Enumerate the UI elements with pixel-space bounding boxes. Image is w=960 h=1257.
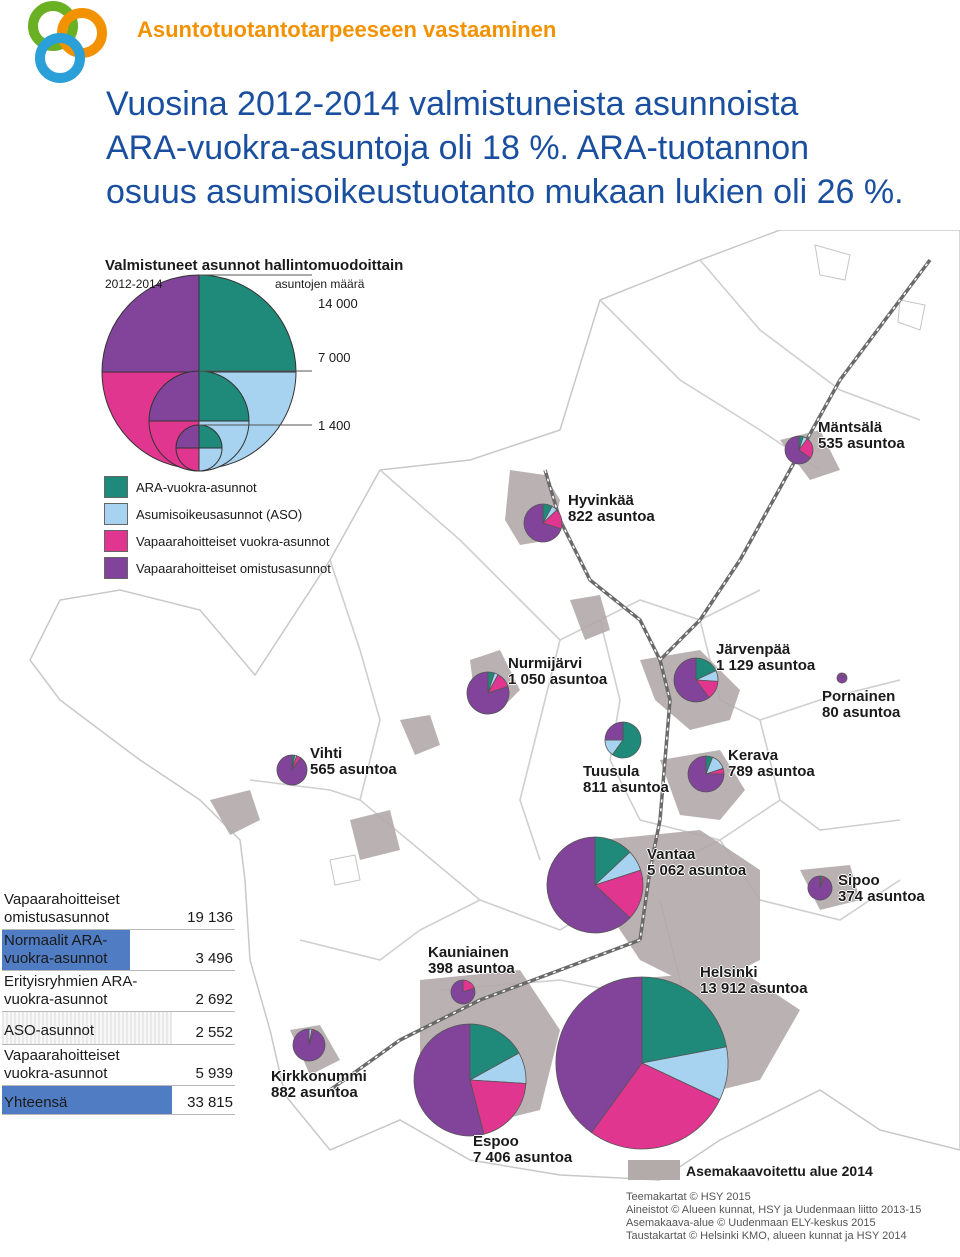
legend-swatch: [104, 503, 128, 525]
legend-size-label: 7 000: [318, 350, 351, 365]
city-label-nurmijarvi: [508, 656, 607, 688]
city-label-vantaa: [647, 847, 746, 879]
credit-line: Asemakaava-alue © Uudenmaan ELY-keskus 2015: [626, 1217, 876, 1229]
city-label-helsinki: [700, 965, 808, 997]
legend-size-label: 1 400: [318, 418, 351, 433]
pie-slice: [808, 876, 832, 900]
legend-unit: asuntojen määrä: [275, 277, 365, 291]
city-name: Sipoo: [838, 872, 880, 889]
city-count: 535 asuntoa: [818, 435, 905, 452]
totals-row: [2, 930, 235, 971]
city-count: 789 asuntoa: [728, 763, 815, 780]
legend-item-aso: [104, 503, 302, 525]
city-name: Mäntsälä: [818, 419, 883, 436]
asemakaava-label: Asemakaavoitettu alue 2014: [686, 1163, 873, 1179]
totals-row: [2, 1086, 235, 1115]
city-name: Hyvinkää: [568, 492, 634, 509]
totals-label: Yhteensä: [2, 1086, 172, 1114]
city-count: 811 asuntoa: [583, 779, 669, 796]
heading-line: Vuosina 2012-2014 valmistuneista asunnoista: [106, 85, 799, 123]
totals-row: [2, 889, 235, 930]
legend-item-label: Vapaarahoitteiset omistusasunnot: [136, 560, 331, 576]
legend-swatch: [104, 476, 128, 498]
city-count: 1 129 asuntoa: [716, 657, 816, 674]
totals-row: [2, 1045, 235, 1086]
city-label-pornainen: [822, 689, 900, 721]
pie-slice: [277, 755, 307, 785]
header-title: Asuntotuotantotarpeeseen vastaaminen: [137, 17, 557, 42]
city-name: Espoo: [473, 1133, 519, 1150]
city-count: 398 asuntoa: [428, 960, 515, 977]
city-count: 565 asuntoa: [310, 761, 397, 778]
legend-item-ara: [104, 476, 257, 498]
totals-value: 3 496: [195, 950, 233, 967]
legend-swatch: [104, 530, 128, 552]
totals-row: [2, 1012, 235, 1045]
city-label-mantsala: [818, 420, 905, 452]
legend-item-vapaa-vuokra: [104, 530, 329, 552]
city-name: Kirkkonummi: [271, 1068, 367, 1085]
city-count: 882 asuntoa: [271, 1084, 358, 1101]
city-count: 7 406 asuntoa: [473, 1149, 573, 1166]
asemakaava-swatch: [628, 1160, 680, 1180]
city-label-hyvinkaa: [568, 493, 655, 525]
totals-row: [2, 971, 235, 1012]
city-count: 1 050 asuntoa: [508, 671, 608, 688]
city-label-kirkkonummi: [271, 1069, 367, 1101]
credit-line: Aineistot © Alueen kunnat, HSY ja Uudenmaan liitto 2013-15: [626, 1204, 922, 1216]
legend-title: Valmistuneet asunnot hallintomuodoittain: [105, 257, 404, 274]
city-name: Tuusula: [583, 763, 640, 780]
totals-value: 2 552: [195, 1024, 233, 1041]
city-label-kauniainen: [428, 945, 515, 977]
totals-value: 33 815: [187, 1094, 233, 1111]
city-name: Vantaa: [647, 846, 696, 863]
city-count: 822 asuntoa: [568, 508, 655, 525]
pie-slice: [837, 673, 847, 683]
legend-size-label: 14 000: [318, 296, 358, 311]
city-label-jarvenpaa: [716, 642, 815, 674]
totals-value: 19 136: [187, 909, 233, 926]
city-label-kerava: [728, 748, 815, 780]
city-count: 374 asuntoa: [838, 888, 925, 905]
totals-value: 2 692: [195, 991, 233, 1008]
totals-value: 5 939: [195, 1065, 233, 1082]
credits: [626, 1191, 921, 1243]
city-label-espoo: [473, 1134, 572, 1166]
totals-label: Erityisryhmien ARA-vuokra-asunnot: [4, 973, 138, 1008]
pie-slice: [293, 1029, 325, 1061]
legend-item-vapaa-omistus: [104, 557, 331, 579]
city-name: Pornainen: [822, 688, 896, 705]
totals-label: Vapaarahoitteiset vuokra-asunnot: [4, 1047, 120, 1082]
totals-label: ASO-asunnot: [2, 1012, 172, 1044]
totals-label: Vapaarahoitteiset omistusasunnot: [4, 891, 120, 926]
city-name: Vihti: [310, 745, 343, 762]
city-label-tuusula: [583, 764, 669, 796]
city-count: 80 asuntoa: [822, 704, 901, 721]
legend-swatch: [104, 557, 128, 579]
city-name: Kauniainen: [428, 944, 509, 961]
legend-size-circles: [102, 275, 312, 471]
legend-item-label: ARA-vuokra-asunnot: [136, 479, 257, 495]
city-name: Kerava: [728, 747, 779, 764]
logo-icon: [20, 0, 118, 86]
city-name: Helsinki: [700, 964, 758, 981]
credit-line: Taustakartat © Helsinki KMO, alueen kunnat ja HSY 2014: [626, 1230, 907, 1242]
city-label-sipoo: [838, 873, 925, 905]
city-count: 13 912 asuntoa: [700, 980, 808, 997]
legend-subtitle: 2012-2014: [105, 277, 163, 291]
totals-table: [2, 889, 235, 1115]
city-name: Järvenpää: [716, 641, 791, 658]
credit-line: Teemakartat © HSY 2015: [626, 1191, 751, 1203]
totals-label: Normaalit ARA-vuokra-asunnot: [2, 930, 130, 970]
page-heading: [106, 82, 946, 214]
city-name: Nurmijärvi: [508, 655, 583, 672]
heading-line: ARA-vuokra-asuntoja oli 18 %. ARA-tuotannon: [106, 129, 810, 167]
legend-item-label: Vapaarahoitteiset vuokra-asunnot: [136, 533, 330, 549]
heading-line: osuus asumisoikeustuotanto mukaan lukien oli 26 %.: [106, 173, 904, 211]
city-label-vihti: [310, 746, 397, 778]
legend-item-label: Asumisoikeusasunnot (ASO): [136, 506, 303, 522]
city-count: 5 062 asuntoa: [647, 862, 747, 879]
